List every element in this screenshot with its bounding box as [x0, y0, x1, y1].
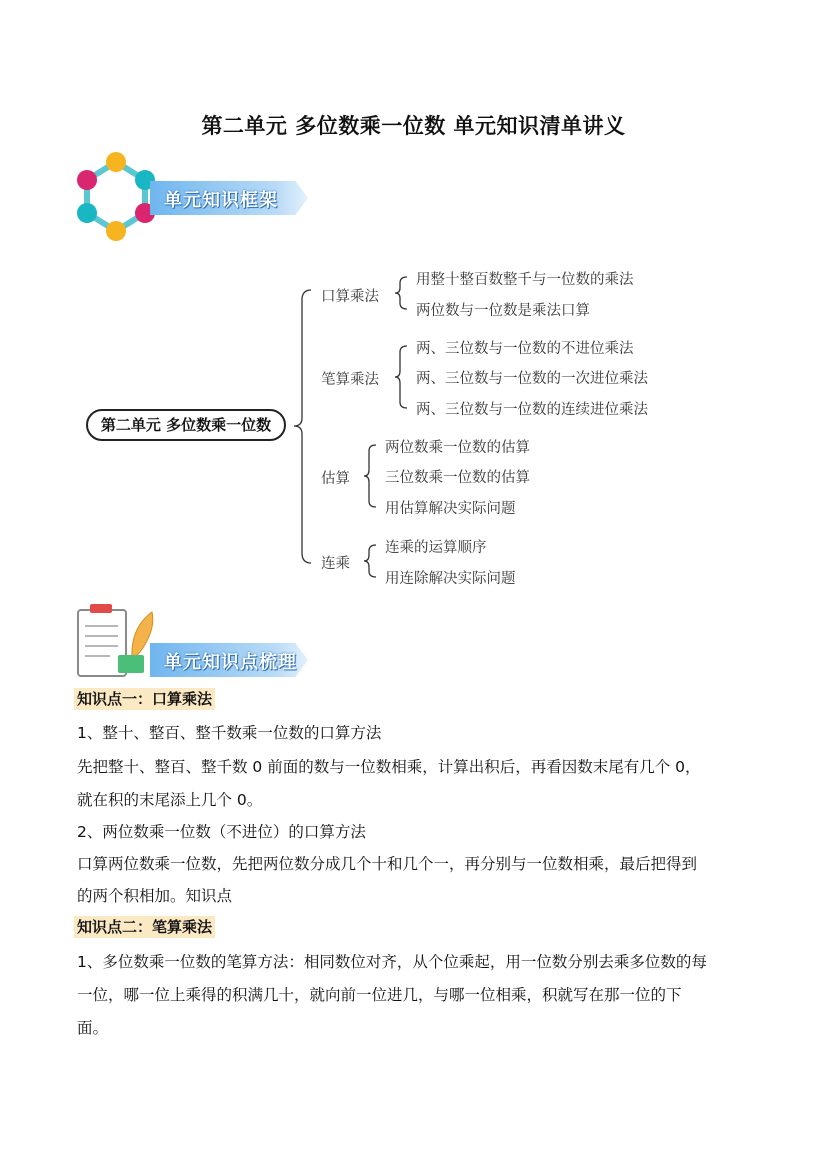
page-title: 第二单元 多位数乘一位数 单元知识清单讲义 [201, 114, 626, 138]
branch-label-bisuan: 笔算乘法 [321, 372, 379, 388]
kp1-p1-line1: 先把整十、整百、整千数 0 前面的数与一位数相乘，计算出积后，再看因数末尾有几个 0， [77, 758, 701, 776]
leaf: 两、三位数与一位数的不进位乘法 [416, 341, 634, 357]
kp2-p1-line1: 1、多位数乘一位数的笔算方法：相同数位对齐，从个位乘起，用一位数分别去乘多位数的每 [77, 953, 707, 971]
branch-label-lianchneg: 连乘 [321, 556, 350, 572]
section2-label: 单元知识点梳理 [164, 652, 297, 673]
leaf: 两、三位数与一位数的一次进位乘法 [416, 371, 648, 387]
leaf: 用估算解决实际问题 [385, 501, 516, 517]
kp1-p2-line2: 的两个积相加。知识点 [77, 887, 233, 905]
kp1-heading: 知识点一：口算乘法 [74, 688, 215, 710]
leaf: 两、三位数与一位数的连续进位乘法 [416, 402, 648, 418]
leaf: 用连除解决实际问题 [385, 571, 516, 587]
kp1-sub2: 2、两位数乘一位数（不进位）的口算方法 [77, 823, 366, 841]
kp2-heading: 知识点二：笔算乘法 [74, 916, 215, 938]
branch-label-kousuan: 口算乘法 [321, 289, 379, 305]
leaf: 用整十整百数整千与一位数的乘法 [416, 272, 634, 288]
leaf: 连乘的运算顺序 [385, 540, 487, 556]
section1-label: 单元知识框架 [164, 190, 278, 211]
leaf: 两位数乘一位数的估算 [385, 440, 530, 456]
mindmap-root: 第二单元 多位数乘一位数 [86, 409, 286, 441]
kp2-p1-line3: 面。 [77, 1019, 109, 1037]
leaf: 三位数乘一位数的估算 [385, 470, 530, 486]
branch-label-gusuan: 估算 [321, 471, 350, 487]
kp1-p1-line2: 就在积的末尾添上几个 0。 [77, 791, 263, 809]
leaf: 两位数与一位数是乘法口算 [416, 303, 590, 319]
kp1-sub1: 1、整十、整百、整千数乘一位数的口算方法 [77, 724, 382, 742]
kp1-p2-line1: 口算两位数乘一位数，先把两位数分成几个十和几个一，再分别与一位数相乘，最后把得到 [77, 855, 698, 873]
kp2-p1-line2: 一位，哪一位上乘得的积满几十，就向前一位进几，与哪一位相乘，积就写在那一位的下 [77, 986, 682, 1004]
